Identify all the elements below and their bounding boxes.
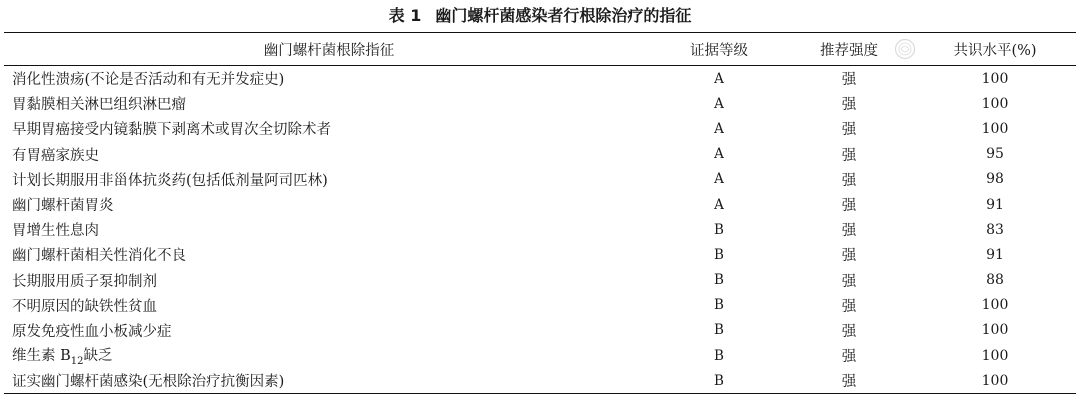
cell-recommendation-strength: 强: [784, 368, 914, 394]
cell-consensus-level: 100: [981, 347, 1009, 364]
cell-evidence-level: B: [714, 221, 724, 238]
cell-recommendation-strength: 强: [841, 349, 857, 366]
cell-recommendation-strength: 强: [841, 147, 857, 164]
cell-recommendation-strength: 强: [841, 122, 857, 139]
header-evidence-level: 证据等级: [654, 33, 784, 66]
table-row: [4, 268, 1076, 293]
table-row: [4, 116, 1076, 141]
cell-indication: 长期服用质子泵抑制剂: [12, 273, 157, 290]
cell-consensus-level: 98: [986, 171, 1004, 188]
indication-suffix: 缺乏: [83, 348, 113, 365]
cell-evidence-level: B: [714, 246, 724, 263]
cell-indication: 消化性溃疡(不论是否活动和有无并发症史): [12, 72, 285, 89]
table-row: [4, 318, 1076, 343]
cell-indication: 证实幽门螺杆菌感染(无根除治疗抗衡因素): [4, 368, 654, 394]
table-caption: [0, 6, 1080, 26]
header-recommendation-strength: 推荐强度: [784, 33, 914, 66]
cell-evidence-level: B: [654, 368, 784, 394]
cell-consensus-level: 88: [986, 272, 1004, 289]
indication-subscript: 12: [70, 356, 84, 368]
table-title: 幽门螺杆菌感染者行根除治疗的指征: [435, 6, 692, 25]
table-number: 表 1: [388, 6, 422, 25]
cell-recommendation-strength: 强: [841, 198, 857, 215]
cell-recommendation-strength: 强: [841, 323, 857, 340]
table-row: [4, 66, 1076, 92]
cell-indication: 有胃癌家族史: [12, 147, 99, 164]
cell-consensus-level: 95: [986, 146, 1004, 163]
table-row: [4, 192, 1076, 217]
cell-indication: 幽门螺杆菌相关性消化不良: [12, 248, 186, 265]
cell-evidence-level: A: [714, 95, 724, 112]
cell-consensus-level: 100: [981, 322, 1009, 339]
cell-indication: 胃黏膜相关淋巴组织淋巴瘤: [12, 97, 186, 114]
seal-watermark-icon: [892, 38, 918, 60]
cell-indication: 早期胃癌接受内镜黏膜下剥离术或胃次全切除术者: [12, 122, 331, 139]
cell-consensus-level: 100: [981, 70, 1009, 87]
cell-evidence-level: A: [714, 196, 724, 213]
cell-evidence-level: B: [714, 272, 724, 289]
cell-evidence-level: B: [714, 297, 724, 314]
cell-consensus-level: 100: [981, 120, 1009, 137]
table-row: [4, 368, 1076, 394]
header-indication: 幽门螺杆菌根除指征: [4, 33, 654, 66]
cell-consensus-level: 100: [981, 297, 1009, 314]
header-consensus-level: 共识水平(%): [914, 33, 1076, 66]
cell-indication: 幽门螺杆菌胃炎: [12, 198, 114, 215]
cell-consensus-level: 100: [981, 95, 1009, 112]
cell-recommendation-strength: 强: [841, 298, 857, 315]
indications-table: [4, 32, 1076, 394]
table-row: [4, 293, 1076, 318]
cell-consensus-level: 83: [986, 221, 1004, 238]
table-row: [4, 217, 1076, 242]
table-row: [4, 142, 1076, 167]
cell-evidence-level: A: [714, 171, 724, 188]
cell-evidence-level: A: [714, 70, 724, 87]
cell-consensus-level: 100: [914, 368, 1076, 394]
indication-prefix: 维生素 B: [12, 348, 71, 365]
table-body: [4, 66, 1076, 394]
cell-evidence-level: A: [714, 120, 724, 137]
table-row: [4, 91, 1076, 116]
table-row: [4, 167, 1076, 192]
cell-indication: [4, 343, 654, 368]
table-row: [4, 242, 1076, 267]
cell-recommendation-strength: 强: [841, 72, 857, 89]
cell-recommendation-strength: 强: [841, 172, 857, 189]
cell-recommendation-strength: 强: [841, 248, 857, 265]
cell-consensus-level: 91: [986, 246, 1004, 263]
cell-indication: 计划长期服用非甾体抗炎药(包括低剂量阿司匹林): [12, 172, 328, 189]
cell-consensus-level: 91: [986, 196, 1004, 213]
cell-evidence-level: B: [714, 322, 724, 339]
cell-indication: 不明原因的缺铁性贫血: [12, 298, 157, 315]
cell-evidence-level: A: [714, 146, 724, 163]
cell-recommendation-strength: 强: [841, 97, 857, 114]
cell-evidence-level: B: [714, 347, 724, 364]
cell-indication: 胃增生性息肉: [12, 223, 99, 240]
table-row: [4, 343, 1076, 368]
cell-recommendation-strength: 强: [841, 223, 857, 240]
cell-recommendation-strength: 强: [841, 273, 857, 290]
cell-indication: 原发免疫性血小板减少症: [12, 323, 172, 340]
